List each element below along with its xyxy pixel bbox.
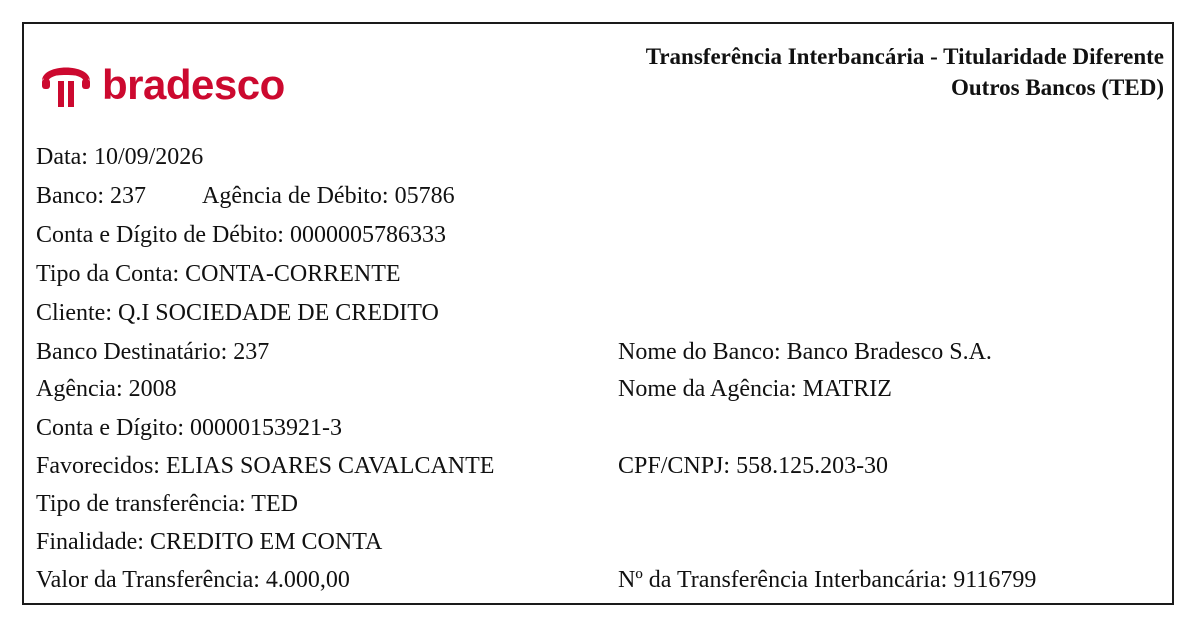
transfer-receipt	[22, 22, 1174, 605]
field-banco-destinatario: Banco Destinatário: 237	[36, 339, 270, 365]
brand-name: bradesco	[102, 61, 285, 108]
field-banco-line	[36, 181, 455, 211]
field-nome-banco: Nome do Banco: Banco Bradesco S.A.	[618, 339, 992, 365]
field-tipo-transferencia: Tipo de transferência: TED	[36, 491, 298, 517]
field-finalidade: Finalidade: CREDITO EM CONTA	[36, 529, 383, 555]
field-tipo-conta: Tipo da Conta: CONTA-CORRENTE	[36, 261, 401, 287]
field-nome-agencia: Nome da Agência: MATRIZ	[618, 376, 892, 402]
title-line-2: Outros Bancos (TED)	[951, 75, 1164, 100]
bradesco-tree-icon	[36, 51, 96, 111]
field-numero-transferencia: Nº da Transferência Interbancária: 9116799	[618, 567, 1037, 593]
field-favorecidos: Favorecidos: ELIAS SOARES CAVALCANTE	[36, 453, 495, 479]
field-cliente: Cliente: Q.I SOCIEDADE DE CREDITO	[36, 300, 439, 326]
bradesco-logo	[36, 51, 296, 111]
field-agencia-debito: Agência de Débito: 05786	[201, 183, 455, 209]
field-valor: Valor da Transferência: 4.000,00	[36, 567, 350, 593]
field-conta-digito: Conta e Dígito: 00000153921-3	[36, 415, 342, 441]
field-data: Data: 10/09/2026	[36, 144, 204, 170]
field-banco: Banco: 237	[36, 183, 146, 209]
field-conta-debito: Conta e Dígito de Débito: 0000005786333	[36, 222, 446, 248]
title-line-1: Transferência Interbancária - Titularidade Diferente	[645, 44, 1164, 69]
field-cpf-cnpj: CPF/CNPJ: 558.125.203-30	[618, 453, 889, 479]
field-agencia: Agência: 2008	[36, 376, 177, 402]
receipt-title	[646, 41, 1164, 103]
